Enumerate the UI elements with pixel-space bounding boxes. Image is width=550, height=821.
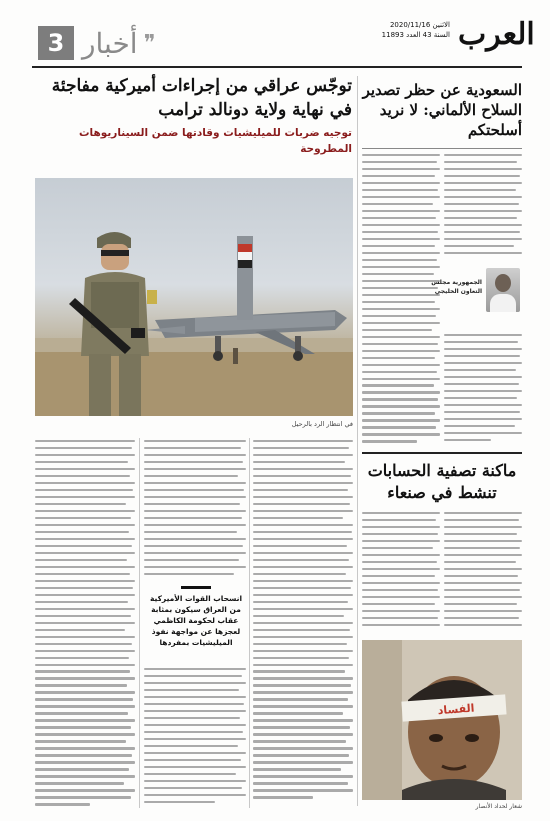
issue-info bbox=[360, 20, 450, 40]
author-box bbox=[420, 268, 520, 328]
article-text-column bbox=[253, 440, 353, 803]
article-text-column bbox=[35, 440, 135, 810]
main-subheadline: توجيه ضربات للميليشيات وقادتها ضمن السيناريوهات المطروحة bbox=[79, 127, 352, 155]
section-number: 3 bbox=[38, 26, 74, 60]
main-photo-caption: في انتظار الرد بالرحيل bbox=[291, 420, 353, 428]
newspaper-logo: العرب bbox=[458, 17, 535, 52]
masthead bbox=[360, 14, 535, 58]
pull-quote-bar bbox=[181, 586, 211, 589]
main-headline: توجّس عراقي من إجراءات أميركية مفاجئة في نهاية ولاية دونالد ترامب bbox=[51, 76, 352, 120]
protester-illustration bbox=[362, 640, 522, 800]
side-story-1-text bbox=[444, 334, 522, 446]
side-story-1-text bbox=[444, 154, 522, 259]
side-story-2-photo bbox=[362, 640, 522, 800]
side-story-2-photo-caption: شعار لحداد الأنصار bbox=[475, 803, 522, 810]
section-tag bbox=[38, 26, 155, 60]
pull-quote bbox=[145, 586, 247, 648]
side-story-2-text bbox=[362, 512, 440, 631]
column-divider bbox=[139, 438, 140, 808]
side-story-1-header bbox=[362, 80, 522, 140]
side-story-2-text bbox=[444, 512, 522, 631]
main-photo bbox=[35, 178, 353, 416]
side-story-divider bbox=[362, 452, 522, 454]
side-story-2-headline: ماكنة تصفية الحسابات تنشط في صنعاء bbox=[367, 461, 517, 502]
article-text-column bbox=[144, 440, 246, 580]
soldier-aircraft-illustration bbox=[35, 178, 353, 416]
side-story-2-header bbox=[362, 460, 522, 504]
author-name: الجمهورية مجلس التعاون الخليجي bbox=[431, 279, 482, 295]
headband-text: الفساد bbox=[437, 701, 475, 718]
section-name: أخبار bbox=[82, 26, 138, 60]
side-story-1-headline: السعودية عن حظر تصدير السلاح الألماني: لا نريد أسلحتكم bbox=[362, 81, 522, 139]
header-rule bbox=[32, 66, 522, 68]
side-story-rule bbox=[362, 148, 522, 149]
column-divider bbox=[249, 438, 250, 808]
issue-date: الاثنين 2020/11/16 bbox=[389, 21, 450, 29]
article-text-column bbox=[144, 668, 246, 808]
quote-marks-icon: ❞ bbox=[143, 30, 156, 56]
author-photo bbox=[486, 268, 520, 312]
main-story-header bbox=[34, 74, 352, 157]
pull-quote-text: انسحاب القوات الأميركية من العراق سيكون بمثابة عقاب لحكومة الكاظمي لعجزها عن مواجهة نفوذ الميليشيات بمفردها bbox=[149, 594, 243, 647]
column-divider bbox=[357, 76, 358, 806]
issue-number: السنة 43 العدد 11893 bbox=[381, 31, 450, 39]
